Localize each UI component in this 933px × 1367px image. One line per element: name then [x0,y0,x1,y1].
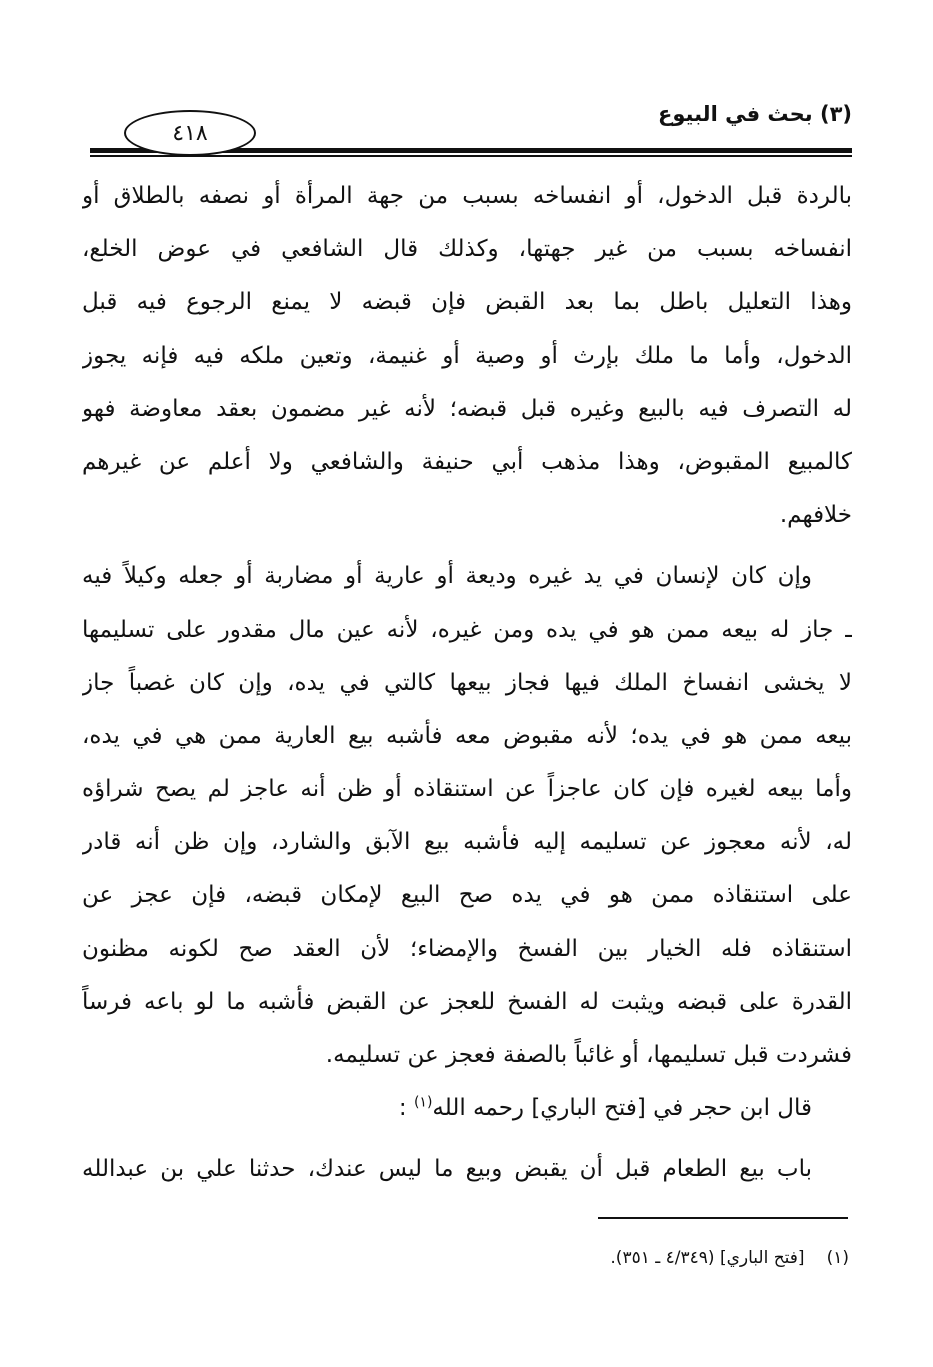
text-line: بيعه ممن هو في يده؛ لأنه مقبوض معه فأشبه بيع العارية ممن هي في يده، [82,722,852,749]
footnote-marker: (١) [826,1248,849,1268]
text-line: باب بيع الطعام قبل أن يقبض وبيع ما ليس عندك، حدثنا علي بن عبدالله [82,1156,812,1183]
text-line: استنقاذه فله الخيار بين الفسخ والإمضاء؛ لأن العقد صح لكونه مظنون [82,935,852,962]
text-line: وهذا التعليل باطل بما بعد القبض فإن قبضه لا يمنع الرجوع فيه قبل [82,289,852,316]
footnote-rule [598,1217,848,1219]
page-number: ٤١٨ [124,110,256,156]
footnote-text: [فتح الباري] (٤/٣٤٩ ـ ٣٥١). [610,1248,805,1268]
text-line: القدرة على قبضه ويثبت له الفسخ للعجز عن القبض فأشبه ما لو باعه فرساً [82,988,852,1015]
quote-colon: : [398,1095,407,1122]
text-line: له، لأنه معجوز عن تسليمه إليه فأشبه بيع الآبق والشارد، وإن ظن أنه قادر [82,829,852,856]
paragraph-gap [82,1135,852,1143]
text-line: خلافهم. [779,502,852,529]
quote-intro-text: قال ابن حجر في [فتح الباري] رحمه الله [432,1095,812,1122]
text-line: الدخول، وأما ما ملك بإرث أو وصية أو غنيمة، وتعين ملكه فيه فإنه يجوز [82,342,852,369]
footnote-reference[interactable]: (١) [413,1094,433,1111]
page-header [90,96,852,166]
text-line: ـ جاز له بيعه ممن هو في يده ومن غيره، لأنه عين مال مقدور على تسليمها [82,616,852,643]
text-line: بالردة قبل الدخول، أو انفساخه بسبب من جهة المرأة أو نصفه بالطلاق أو [82,183,852,209]
text-line: وأما بيعه لغيره فإن كان عاجزاً عن استنقاذه أو ظن أنه عاجز لم يصح شراؤه [82,776,852,803]
running-title: (٣) بحث في البيوع [658,102,852,126]
text-line: كالمبيع المقبوض، وهذا مذهب أبي حنيفة والشافعي ولا أعلم عن غيرهم [82,448,852,475]
text-line: له التصرف فيه بالبيع وغيره قبل قبضه؛ لأنه غير مضمون بعقد معاوضة فهو [82,395,852,422]
text-line: انفساخه بسبب من غير جهتها، وكذلك قال الشافعي في عوض الخلع، [82,236,852,263]
text-line: لا يخشى انفساخ الملك فيها فجاز بيعها كالتي في يده، وإن كان غصباً جاز [82,669,852,696]
paragraph-gap [82,542,852,550]
text-line: وإن كان لإنسان في يد غيره وديعة أو عارية أو مضاربة أو جعله وكيلاً فيه [82,563,812,590]
quote-intro-line [82,1082,852,1135]
text-line: فشردت قبل تسليمها، أو غائباً بالصفة فعجز عن تسليمه. [325,1042,852,1068]
body-text [82,170,852,1197]
text-line: على استنقاذه ممن هو في يده صح البيع لإمكان قبضه، فإن عجز عن [82,882,852,909]
footnote [610,1248,849,1268]
